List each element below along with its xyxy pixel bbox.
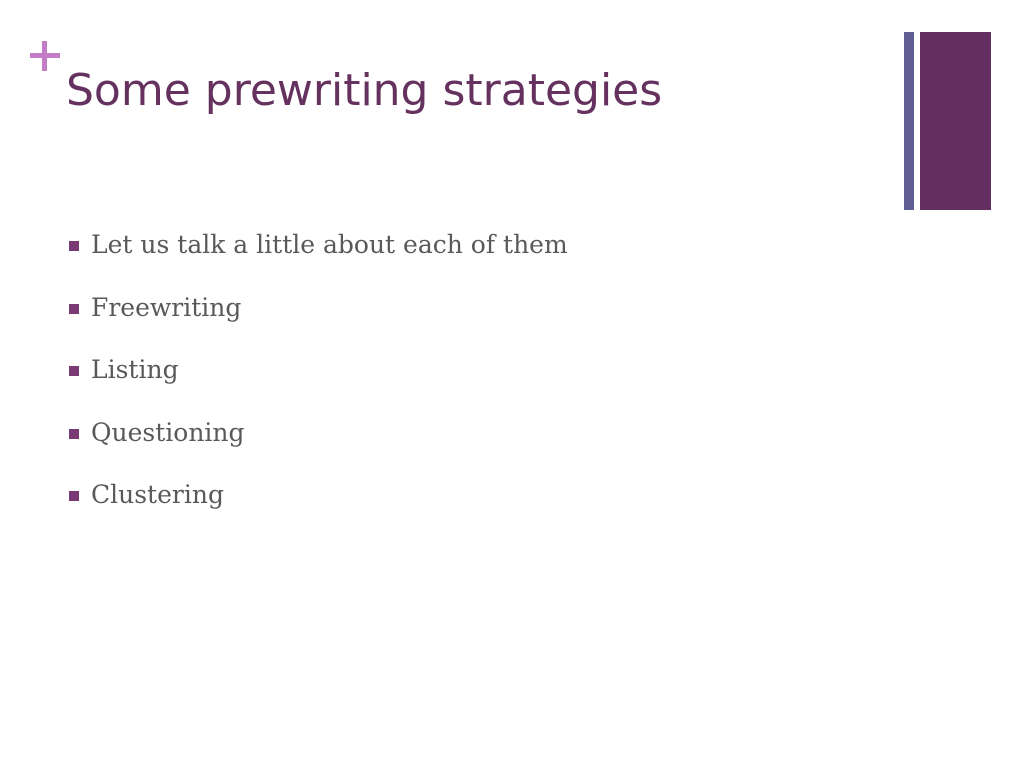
bullet-item — [66, 476, 568, 514]
bullet-text: Listing — [91, 355, 179, 384]
bullet-item — [66, 414, 568, 452]
square-bullet-icon — [69, 304, 79, 314]
square-bullet-icon — [69, 491, 79, 501]
bullet-text: Freewriting — [91, 292, 242, 322]
bullet-item — [66, 351, 568, 389]
bullet-item — [66, 226, 568, 264]
bullet-text: Questioning — [91, 417, 245, 447]
slide-title: Some prewriting strategies — [66, 65, 663, 116]
bullet-text: Let us talk a little about each of them — [91, 230, 568, 259]
square-bullet-icon — [69, 429, 79, 439]
bullet-text: Clustering — [91, 480, 224, 509]
plus-icon-vertical — [42, 41, 47, 71]
accent-bar-thin — [904, 32, 914, 210]
bullet-item — [66, 289, 568, 327]
plus-icon — [28, 40, 62, 74]
bullet-list — [66, 226, 568, 539]
square-bullet-icon — [69, 241, 79, 251]
accent-bar-thick — [920, 32, 991, 210]
square-bullet-icon — [69, 366, 79, 376]
